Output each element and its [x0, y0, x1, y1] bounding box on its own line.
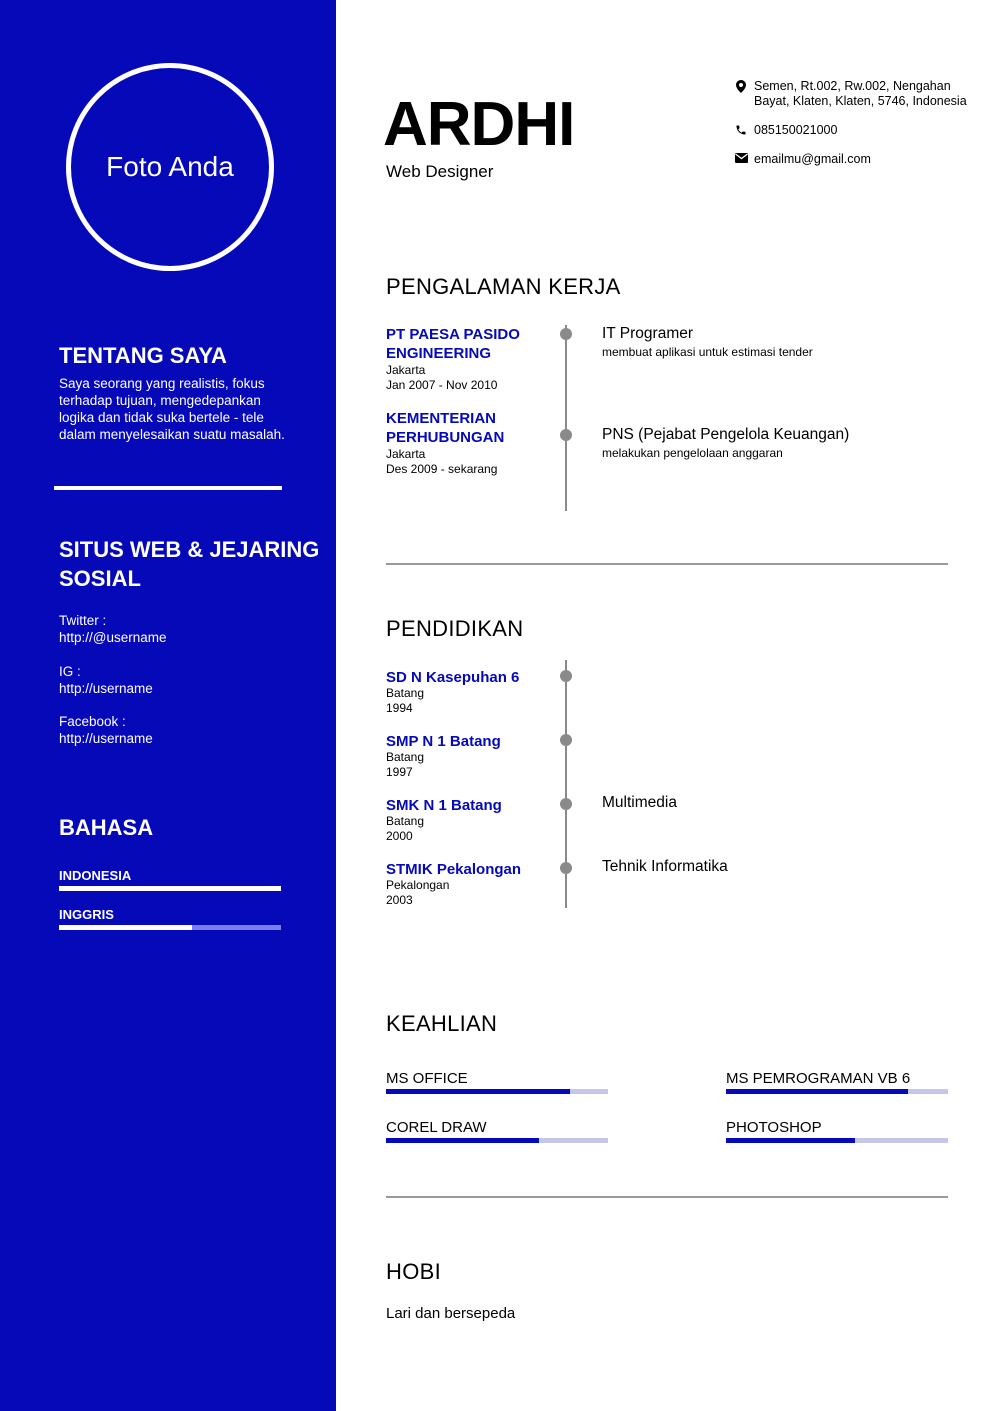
experience-heading: PENGALAMAN KERJA — [386, 274, 621, 299]
skill-level-fill — [726, 1089, 908, 1094]
section-divider — [386, 1196, 948, 1198]
school-city: Pekalongan — [386, 878, 450, 892]
language-level-bar — [59, 925, 281, 930]
social-label-facebook: Facebook : — [59, 714, 126, 729]
timeline-dot — [560, 429, 572, 441]
experience-organization — [386, 409, 504, 447]
skill-label: MS OFFICE — [386, 1070, 468, 1087]
skill-level-bar — [386, 1089, 608, 1094]
photo-placeholder-text: Foto Anda — [106, 151, 234, 182]
timeline-dot — [560, 862, 572, 874]
profile-photo-placeholder[interactable] — [66, 63, 274, 271]
social-heading-line: SITUS WEB & JEJARING — [59, 537, 320, 562]
hobby-text: Lari dan bersepeda — [386, 1305, 516, 1322]
school-year: 2000 — [386, 829, 413, 843]
education-major: Multimedia — [602, 794, 677, 811]
experience-meta — [386, 363, 497, 393]
organization-line: PT PAESA PASIDO — [386, 326, 520, 343]
about-heading: TENTANG SAYA — [59, 343, 227, 368]
language-level-fill — [59, 886, 281, 891]
skill-level-bar — [386, 1138, 608, 1143]
about-line: terhadap tujuan, mengedepankan — [59, 393, 261, 408]
experience-organization — [386, 325, 520, 363]
language-level-bar — [59, 886, 281, 891]
experience-city: Jakarta — [386, 447, 426, 461]
skill-label: MS PEMROGRAMAN VB 6 — [726, 1070, 911, 1087]
timeline-dot — [560, 734, 572, 746]
candidate-name: ARDHI — [383, 90, 575, 159]
about-line: logika dan tidak suka bertele - tele — [59, 410, 264, 425]
social-heading-line: SOSIAL — [59, 566, 141, 591]
organization-line: KEMENTERIAN — [386, 410, 497, 427]
education-meta — [386, 750, 424, 780]
job-title: PNS (Pejabat Pengelola Keuangan) — [602, 426, 850, 443]
social-label-twitter: Twitter : — [59, 613, 107, 628]
job-description: membuat aplikasi untuk estimasi tender — [602, 345, 813, 359]
skill-label: PHOTOSHOP — [726, 1119, 822, 1136]
skill-label: COREL DRAW — [386, 1119, 487, 1136]
social-heading — [59, 535, 319, 593]
school-name: SMK N 1 Batang — [386, 797, 502, 814]
social-link-twitter[interactable]: http://@username — [59, 630, 167, 645]
education-major: Tehnik Informatika — [602, 858, 728, 875]
education-meta — [386, 878, 449, 908]
email-address[interactable]: emailmu@gmail.com — [754, 152, 871, 166]
contact-phone — [734, 123, 837, 138]
language-label: INGGRIS — [59, 907, 114, 922]
timeline-dot — [560, 328, 572, 340]
candidate-role: Web Designer — [386, 162, 494, 181]
school-name: SMP N 1 Batang — [386, 733, 501, 750]
social-label-ig: IG : — [59, 664, 81, 679]
phone-icon — [734, 124, 748, 136]
language-label: INDONESIA — [59, 868, 132, 883]
skill-level-fill — [726, 1138, 855, 1143]
language-level-fill — [59, 925, 192, 930]
job-description: melakukan pengelolaan anggaran — [602, 446, 783, 460]
social-link-ig[interactable]: http://username — [59, 681, 153, 696]
education-meta — [386, 686, 424, 716]
school-name: SD N Kasepuhan 6 — [386, 669, 520, 686]
about-text — [59, 375, 285, 443]
phone-number[interactable]: 085150021000 — [754, 123, 838, 137]
about-line: dalam menyelesaikan suatu masalah. — [59, 427, 285, 442]
timeline-dot — [560, 798, 572, 810]
school-name: STMIK Pekalongan — [386, 861, 522, 878]
language-heading: BAHASA — [59, 815, 154, 840]
experience-period: Des 2009 - sekarang — [386, 462, 498, 476]
school-year: 1994 — [386, 701, 413, 715]
contact-address — [734, 79, 967, 109]
skill-level-bar — [726, 1138, 948, 1143]
school-year: 2003 — [386, 893, 413, 907]
social-facebook — [59, 713, 153, 747]
school-city: Batang — [386, 686, 425, 700]
organization-line: ENGINEERING — [386, 345, 492, 362]
school-city: Batang — [386, 814, 425, 828]
envelope-icon — [734, 153, 748, 163]
experience-timeline — [565, 325, 567, 511]
about-line: Saya seorang yang realistis, fokus — [59, 376, 265, 391]
skill-level-bar — [726, 1089, 948, 1094]
hobby-heading: HOBI — [386, 1259, 441, 1284]
skill-level-fill — [386, 1089, 570, 1094]
contact-email — [734, 152, 871, 167]
education-heading: PENDIDIKAN — [386, 616, 524, 641]
social-link-facebook[interactable]: http://username — [59, 731, 153, 746]
organization-line: PERHUBUNGAN — [386, 429, 505, 446]
education-meta — [386, 814, 424, 844]
experience-meta — [386, 447, 497, 477]
timeline-dot — [560, 670, 572, 682]
experience-city: Jakarta — [386, 363, 426, 377]
skills-heading: KEAHLIAN — [386, 1011, 498, 1036]
sidebar-divider — [54, 486, 282, 490]
address-line: Bayat, Klaten, Klaten, 5746, Indonesia — [754, 94, 967, 108]
sidebar — [0, 0, 336, 1411]
school-year: 1997 — [386, 765, 413, 779]
social-ig — [59, 663, 153, 697]
skill-level-fill — [386, 1138, 539, 1143]
location-pin-icon — [734, 80, 748, 93]
section-divider — [386, 563, 948, 565]
social-twitter — [59, 612, 167, 646]
job-title: IT Programer — [602, 325, 694, 342]
address-line: Semen, Rt.002, Rw.002, Nengahan — [754, 79, 951, 93]
school-city: Batang — [386, 750, 425, 764]
experience-period: Jan 2007 - Nov 2010 — [386, 378, 498, 392]
